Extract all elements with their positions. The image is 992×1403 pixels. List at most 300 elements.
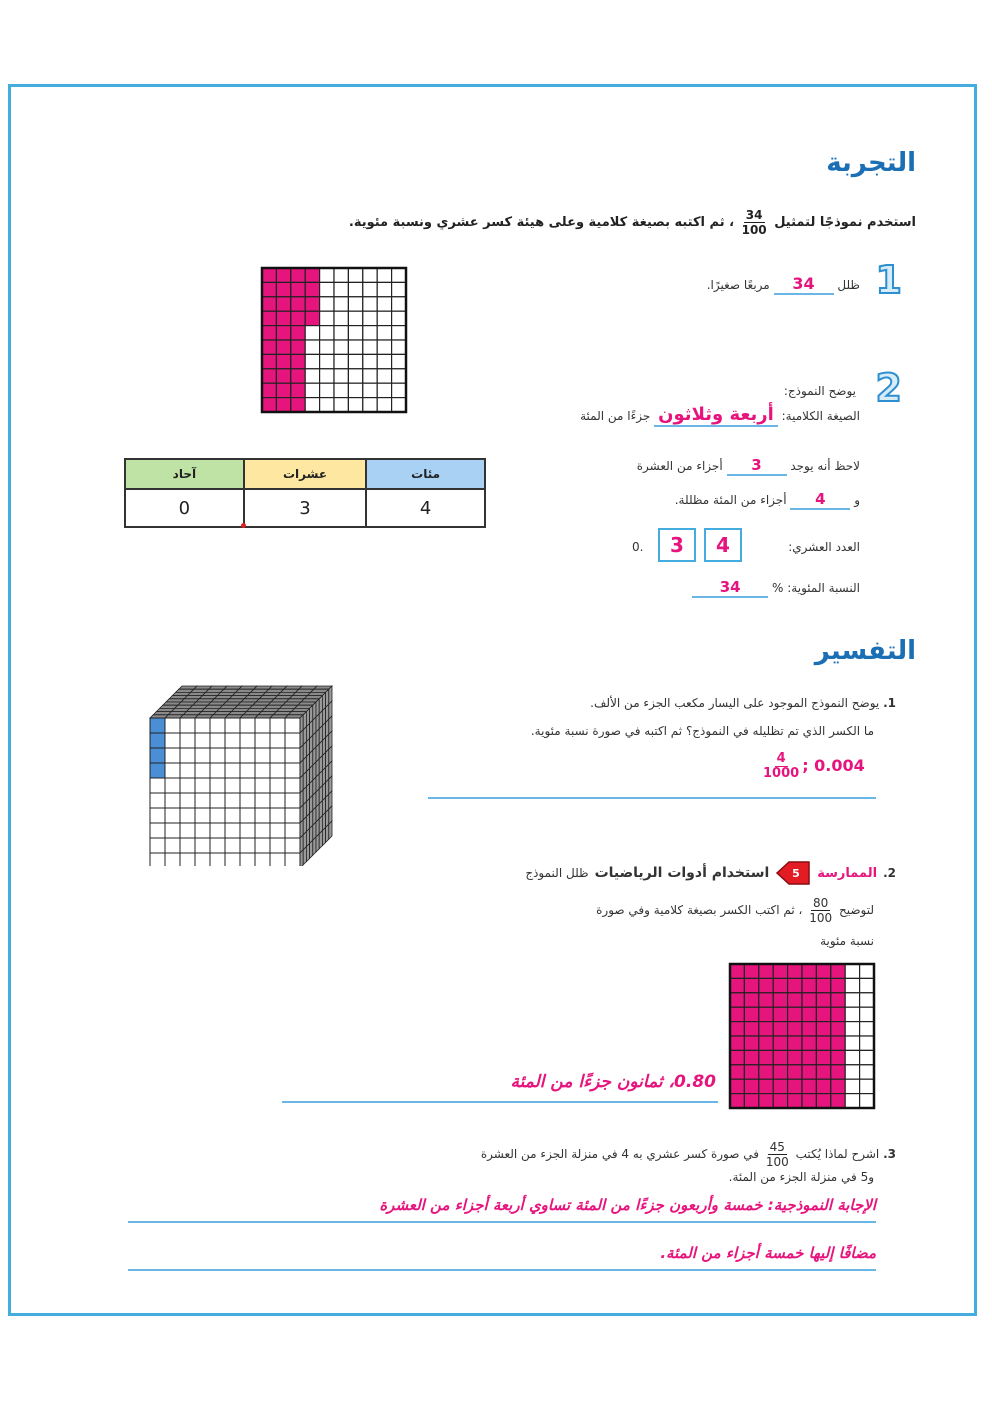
grid-34-cell[interactable] [377,340,391,354]
grid-80-cell[interactable] [730,978,744,992]
cube-front-cell [270,763,285,778]
grid-34-cell[interactable] [262,297,276,311]
grid-80-cell[interactable] [831,1065,845,1079]
grid-34-cell[interactable] [262,268,276,282]
grid-34-cell[interactable] [377,369,391,383]
grid-34-cell[interactable] [262,369,276,383]
grid-80-cell[interactable] [744,1094,758,1108]
grid-80-cell[interactable] [845,993,859,1007]
grid-34-cell[interactable] [320,282,334,296]
cube-front-cell [210,763,225,778]
grid-34-cell[interactable] [305,326,319,340]
grid-34-cell[interactable] [291,282,305,296]
q1-answer[interactable] [760,752,865,781]
grid-80-cell[interactable] [759,1065,773,1079]
grid-34-cell[interactable] [291,369,305,383]
grid-34-cell[interactable] [276,311,290,325]
grid-80-cell[interactable] [860,1022,874,1036]
grid-34-cell[interactable] [291,398,305,412]
grid-80-cell[interactable] [816,1036,830,1050]
cube-front-cell [180,733,195,748]
cube-front-cell [240,748,255,763]
grid-80-cell[interactable] [759,1050,773,1064]
grid-34-cell[interactable] [377,326,391,340]
cube-front-cell [195,748,210,763]
grid-80-cell[interactable] [860,978,874,992]
grid-34-cell[interactable] [392,354,406,368]
grid-80-cell[interactable] [831,1079,845,1093]
decimal-digit-box-2[interactable]: 3 [658,528,696,562]
grid-80-cell[interactable] [773,1079,787,1093]
cube-front-cell [195,838,210,853]
cube-front-cell [210,808,225,823]
fraction-denominator: 100 [741,223,767,237]
q1-answer-fraction [763,752,799,781]
grid-80-cell[interactable] [788,1022,802,1036]
grid-80-cell[interactable] [802,1050,816,1064]
grid-34-cell[interactable] [363,268,377,282]
percent-answer[interactable]: 34 [692,578,768,598]
grid-34-cell[interactable] [377,354,391,368]
grid-34-cell[interactable] [320,311,334,325]
grid-34-cell[interactable] [291,383,305,397]
grid-34-cell[interactable] [305,369,319,383]
grid-34-cell[interactable] [392,311,406,325]
grid-80-cell[interactable] [802,1079,816,1093]
grid-34-cell[interactable] [276,383,290,397]
grid-80-cell[interactable] [759,964,773,978]
grid-80-cell[interactable] [773,993,787,1007]
grid-80-cell[interactable] [759,1022,773,1036]
grid-80-cell[interactable] [730,964,744,978]
grid-80-cell[interactable] [730,1050,744,1064]
grid-80-cell[interactable] [860,964,874,978]
grid-80-cell[interactable] [730,1065,744,1079]
grid-80-cell[interactable] [860,1036,874,1050]
cube-side-cell [322,827,325,845]
q2-fraction [809,896,832,925]
cube-side-cell [326,824,329,842]
decimal-point-dot [241,523,246,528]
q3-answer-line1[interactable]: الإجابة النموذجية: خمسة وأربعون جزءًا من المئة تساوي أربعة أجزاء من العشرة [379,1196,876,1214]
grid-80-cell[interactable] [802,993,816,1007]
grid-80-cell[interactable] [744,1065,758,1079]
grid-34-cell[interactable] [320,268,334,282]
grid-34-cell[interactable] [392,297,406,311]
grid-34-cell[interactable] [262,311,276,325]
grid-34-cell[interactable] [320,383,334,397]
grid-34-cell[interactable] [363,369,377,383]
cube-front-cell [180,853,195,866]
grid-34-cell[interactable] [348,326,362,340]
grid-80-cell[interactable] [816,1065,830,1079]
grid-34-cell[interactable] [262,398,276,412]
cube-front-cell [255,733,270,748]
grid-80-cell[interactable] [860,1079,874,1093]
cube-front-cell [270,823,285,838]
hundredths-answer[interactable]: 4 [790,490,850,510]
grid-80-cell[interactable] [788,993,802,1007]
cube-front-cell [255,748,270,763]
grid-80-cell[interactable] [744,1050,758,1064]
grid-80-cell[interactable] [831,993,845,1007]
grid-80-cell[interactable] [831,978,845,992]
table-header-row [125,459,485,489]
grid-34-cell[interactable] [276,369,290,383]
cube-front-cell [180,763,195,778]
grid-34-cell[interactable] [377,297,391,311]
decimal-label: العدد العشري: [788,540,860,554]
grid-34-cell[interactable] [392,268,406,282]
decimal-digit-box-1[interactable]: 4 [704,528,742,562]
grid-80-cell[interactable] [831,1007,845,1021]
hundredths-suffix: أجزاء من المئة مظللة. [674,493,787,507]
cube-front-cell [195,793,210,808]
grid-80-cell[interactable] [788,1065,802,1079]
grid-80-cell[interactable] [773,1036,787,1050]
grid-34-cell[interactable] [334,354,348,368]
grid-80-cell[interactable] [831,1022,845,1036]
grid-80-cell[interactable] [773,964,787,978]
grid-34-cell[interactable] [305,398,319,412]
hundreds-grid-34[interactable] [260,266,408,414]
grid-34-cell[interactable] [291,268,305,282]
cube-front-cell [255,823,270,838]
grid-80-cell[interactable] [759,1079,773,1093]
grid-34-cell[interactable] [291,340,305,354]
grid-80-cell[interactable] [730,1036,744,1050]
grid-80-cell[interactable] [816,978,830,992]
grid-34-cell[interactable] [348,340,362,354]
header-tens: عشرات [244,459,366,489]
cube-front-cell [225,793,240,808]
word-form-suffix: جزءًا من المئة [580,409,651,423]
cube-front-cell [240,718,255,733]
grid-80-cell[interactable] [816,964,830,978]
grid-34-cell[interactable] [334,282,348,296]
grid-34-cell[interactable] [262,340,276,354]
cube-front-cell [165,853,180,866]
q1-answer-decimal: ; 0.004 [802,756,865,775]
grid-34-cell[interactable] [291,297,305,311]
grid-80-cell[interactable] [744,964,758,978]
grid-80-cell[interactable] [845,1079,859,1093]
grid-80-cell[interactable] [845,1022,859,1036]
grid-34-cell[interactable] [276,354,290,368]
grid-34-cell[interactable] [334,297,348,311]
grid-34-cell[interactable] [363,297,377,311]
grid-34-cell[interactable] [377,268,391,282]
grid-34-cell[interactable] [305,297,319,311]
grid-34-cell[interactable] [363,383,377,397]
grid-80-cell[interactable] [831,964,845,978]
grid-34-cell[interactable] [320,340,334,354]
cube-front-cell [285,778,300,793]
grid-34-cell[interactable] [276,326,290,340]
grid-80-cell[interactable] [773,1065,787,1079]
grid-80-cell[interactable] [816,993,830,1007]
grid-80-cell[interactable] [845,1036,859,1050]
grid-34-cell[interactable] [392,383,406,397]
grid-80-cell[interactable] [773,1022,787,1036]
grid-34-cell[interactable] [392,369,406,383]
cube-front-cell [285,838,300,853]
step1-answer[interactable]: 34 [774,274,834,295]
q3-answer-line2[interactable]: مضافًا إليها خمسة أجزاء من المئة. [660,1244,876,1262]
grid-34-cell[interactable] [320,369,334,383]
grid-34-cell[interactable] [305,311,319,325]
cube-front-cell [285,823,300,838]
grid-80-cell[interactable] [845,978,859,992]
grid-80-cell[interactable] [845,1050,859,1064]
q2-answer[interactable]: 0.80، ثمانون جزءًا من المئة [510,1072,716,1092]
grid-80-cell[interactable] [816,1094,830,1108]
cube-front-cell [210,778,225,793]
grid-34-cell[interactable] [305,354,319,368]
grid-80-cell[interactable] [788,1079,802,1093]
cube-front-cell [150,793,165,808]
grid-80-cell[interactable] [816,1050,830,1064]
cube-front-cell [255,778,270,793]
cube-front-cell [285,853,300,866]
grid-34-cell[interactable] [262,282,276,296]
grid-80-cell[interactable] [759,1007,773,1021]
grid-34-cell[interactable] [363,340,377,354]
grid-80-cell[interactable] [816,1022,830,1036]
cube-front-cell [270,748,285,763]
grid-80-cell[interactable] [860,1094,874,1108]
q3-answer-rule-2 [128,1269,876,1271]
cube-front-cell [195,853,210,866]
grid-34-cell[interactable] [305,383,319,397]
tenths-answer[interactable]: 3 [727,456,787,476]
cube-front-cell [240,793,255,808]
grid-80-cell[interactable] [744,1036,758,1050]
hundreds-grid-80[interactable] [728,962,876,1110]
red-arrow-badge-icon [775,860,811,886]
grid-34-cell[interactable] [276,282,290,296]
grid-80-cell[interactable] [845,964,859,978]
q3-fraction [766,1140,789,1169]
grid-34-cell[interactable] [320,398,334,412]
cube-front-cell [270,793,285,808]
grid-34-cell[interactable] [291,354,305,368]
grid-80-cell[interactable] [730,1007,744,1021]
grid-80-cell[interactable] [845,1094,859,1108]
grid-80-cell[interactable] [759,1036,773,1050]
grid-80-cell[interactable] [744,1007,758,1021]
grid-80-cell[interactable] [730,993,744,1007]
cube-front-cell [150,853,165,866]
grid-34-cell[interactable] [334,398,348,412]
grid-34-cell[interactable] [262,326,276,340]
grid-34-cell[interactable] [363,311,377,325]
grid-34-cell[interactable] [276,268,290,282]
grid-80-cell[interactable] [773,1050,787,1064]
word-form-label: الصيغة الكلامية: [781,409,860,423]
grid-34-cell[interactable] [305,268,319,282]
cube-front-cell [270,733,285,748]
cube-front-cell [210,733,225,748]
grid-34-cell[interactable] [276,297,290,311]
word-form-answer[interactable]: أربعة وثلاثون [654,404,778,427]
grid-80-cell[interactable] [802,978,816,992]
grid-34-cell[interactable] [320,354,334,368]
grid-34-cell[interactable] [262,354,276,368]
cube-front-cell [240,838,255,853]
grid-80-cell[interactable] [802,1022,816,1036]
grid-34-cell[interactable] [392,282,406,296]
grid-80-cell[interactable] [831,1036,845,1050]
cube-front-cell [150,808,165,823]
grid-34-cell[interactable] [348,383,362,397]
grid-80-cell[interactable] [759,978,773,992]
cube-side-cell [316,834,319,852]
grid-80-cell[interactable] [788,1050,802,1064]
cube-front-cell [210,853,225,866]
grid-34-cell[interactable] [363,282,377,296]
grid-80-cell[interactable] [831,1094,845,1108]
grid-34-cell[interactable] [348,369,362,383]
grid-34-cell[interactable] [392,340,406,354]
instruction-text-a: استخدم نموذجًا لتمثيل [774,215,916,230]
cube-front-cell [285,718,300,733]
cube-front-cell [195,718,210,733]
grid-34-cell[interactable] [291,326,305,340]
cube-side-cell [310,840,313,858]
grid-80-cell[interactable] [816,1007,830,1021]
grid-80-cell[interactable] [759,1094,773,1108]
instruction-text-b: ، ثم اكتبه بصيغة كلامية وعلى هيئة كسر عشري ونسبة مئوية. [348,215,735,230]
cube-front-cell [180,808,195,823]
grid-34-cell[interactable] [291,311,305,325]
grid-34-cell[interactable] [334,369,348,383]
grid-80-cell[interactable] [802,964,816,978]
grid-80-cell[interactable] [730,1094,744,1108]
grid-80-cell[interactable] [860,1007,874,1021]
grid-34-cell[interactable] [392,398,406,412]
grid-34-cell[interactable] [348,297,362,311]
grid-80-cell[interactable] [788,978,802,992]
step1-text [707,274,860,295]
grid-34-cell[interactable] [348,282,362,296]
cube-front-cell [255,718,270,733]
cube-front-cell [285,793,300,808]
cube-front-cell [150,763,165,778]
cube-front-cell [180,718,195,733]
grid-80-cell[interactable] [816,1079,830,1093]
word-form-row [580,404,860,427]
grid-80-cell[interactable] [788,964,802,978]
grid-80-cell[interactable] [773,1007,787,1021]
cube-front-cell [225,838,240,853]
grid-80-cell[interactable] [759,993,773,1007]
grid-34-cell[interactable] [334,383,348,397]
q2-answer-line [282,1101,718,1103]
cube-front-cell [165,718,180,733]
cube-front-cell [285,808,300,823]
q3-line1-b: في صورة كسر عشري به 4 في منزلة الجزء من العشرة [480,1147,759,1161]
grid-80-cell[interactable] [845,1065,859,1079]
grid-34-cell[interactable] [276,398,290,412]
grid-34-cell[interactable] [363,354,377,368]
grid-80-cell[interactable] [788,1036,802,1050]
cube-front-cell [165,763,180,778]
grid-34-cell[interactable] [348,354,362,368]
tenths-row [637,456,860,476]
grid-34-cell[interactable] [348,398,362,412]
grid-80-cell[interactable] [802,1094,816,1108]
grid-34-cell[interactable] [305,340,319,354]
grid-34-cell[interactable] [276,340,290,354]
grid-80-cell[interactable] [773,1094,787,1108]
grid-34-cell[interactable] [377,398,391,412]
grid-34-cell[interactable] [305,282,319,296]
q1-line1-text: يوضح النموذج الموجود على اليسار مكعب الجزء من الألف. [590,696,880,710]
grid-34-cell[interactable] [348,311,362,325]
grid-80-cell[interactable] [773,978,787,992]
grid-34-cell[interactable] [262,383,276,397]
percent-label: النسبة المئوية: [787,581,860,595]
grid-34-cell[interactable] [334,326,348,340]
cube-front-cell [150,748,165,763]
cube-front-cell [240,733,255,748]
badge-number: 5 [792,867,801,880]
grid-34-cell[interactable] [363,398,377,412]
q2-line2-a: لتوضيح [838,903,874,917]
cell-ones: 0 [125,489,244,527]
cube-front-cell [195,823,210,838]
grid-34-cell[interactable] [334,268,348,282]
cube-front-cell [225,748,240,763]
grid-80-cell[interactable] [802,1036,816,1050]
grid-80-cell[interactable] [730,1079,744,1093]
grid-80-cell[interactable] [744,1022,758,1036]
grid-80-cell[interactable] [831,1050,845,1064]
thousand-cube-model [148,680,338,866]
q3-line2: و5 في منزلة الجزء من المئة. [728,1170,874,1184]
grid-34-cell[interactable] [348,268,362,282]
cube-front-cell [195,733,210,748]
header-ones: آحاد [125,459,244,489]
cube-front-cell [285,733,300,748]
grid-34-cell[interactable] [363,326,377,340]
grid-80-cell[interactable] [860,1065,874,1079]
decimal-zero: 0. [632,540,644,554]
grid-34-cell[interactable] [377,282,391,296]
grid-80-cell[interactable] [744,978,758,992]
grid-34-cell[interactable] [320,326,334,340]
q3-fraction-denominator: 100 [765,1155,789,1169]
grid-80-cell[interactable] [744,993,758,1007]
grid-34-cell[interactable] [392,326,406,340]
grid-80-cell[interactable] [788,1007,802,1021]
grid-80-cell[interactable] [744,1079,758,1093]
grid-80-cell[interactable] [802,1007,816,1021]
grid-80-cell[interactable] [802,1065,816,1079]
grid-34-cell[interactable] [334,311,348,325]
grid-80-cell[interactable] [788,1094,802,1108]
grid-80-cell[interactable] [860,1050,874,1064]
grid-34-cell[interactable] [377,383,391,397]
grid-34-cell[interactable] [334,340,348,354]
grid-80-cell[interactable] [845,1007,859,1021]
grid-80-cell[interactable] [730,1022,744,1036]
grid-34-cell[interactable] [320,297,334,311]
grid-80-cell[interactable] [860,993,874,1007]
grid-34-cell[interactable] [377,311,391,325]
cell-tens [244,489,366,527]
